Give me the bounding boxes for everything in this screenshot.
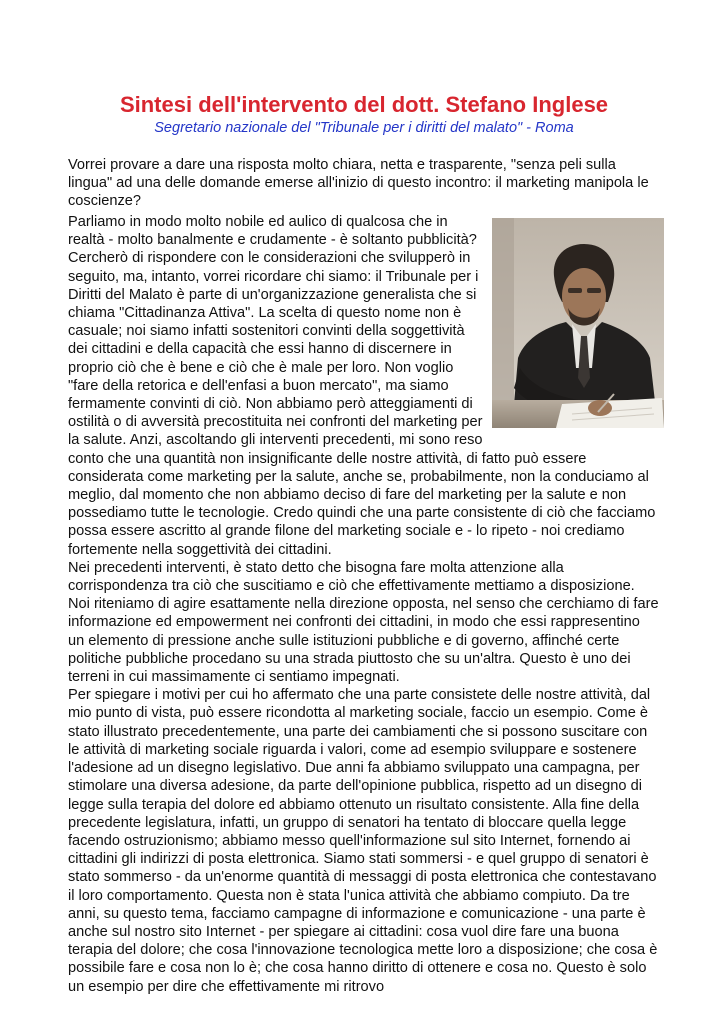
article-body [68,213,660,996]
body-paragraph-4: Per spiegare i motivi per cui ho affermato che una parte consistete delle nostre attività, dal mio punto di vista, può essere ricondotta al marketing sociale, faccio un esempio. Come è stato illustrato precedentemente, una parte dei cambiamenti che si possono suscitare con le attività di marketing sociale riguarda i valori, come ad esempio sviluppare e sostenere l'adesione ad un disegno legislativo. Due anni fa abbiamo sviluppato una campagna, per stimolare una diversa adesione, da parte dell'opinione pubblica, rispetto ad un disegno di legge sulla terapia del dolore ed abbiamo ottenuto un risultato consistente. Alla fine della precedente legislatura, infatti, un gruppo di senatori ha tentato di bloccare quella legge facendo ostruzionismo; abbiamo messo quell'informazione sul sito Internet, fornendo ai cittadini gli indirizzi di posta elettronica. Siamo stati sommersi - e quel gruppo di senatori è stato sommerso - da un'enorme quantità di messaggi di posta elettronica che contestavano il loro comportamento. Questa non è stata l'unica attività che abbiamo compiuto. Da tre anni, su questo tema, facciamo campagne di informazione e comunicazione - una parte è anche sul nostro sito Internet - per spiegare ai cittadini: cosa vuol dire fare una buona terapia del dolore; che cosa l'innovazione tecnologica mette loro a disposizione; che cosa è possibile fare e cosa non lo è; che cosa hanno diritto di ottenere e cosa no. Questo è solo un esempio per dire che effettivamente mi ritrovo [68,687,658,995]
page-title: Sintesi dell'intervento del dott. Stefano Inglese [119,92,609,117]
speaker-photo [492,218,664,428]
body-paragraph-2: Cercherò di rispondere con le considerazioni che svilupperò in seguito, ma, intanto, vorrei ricordare chi siamo: il Tribunale per i Diritti del Malato è parte di un'organizzazione generalista che si chiama "Cittadinanza Attiva". La scelta di questo nome non è casuale; noi siamo infatti sostenitori convinti della soggettività dei cittadini e della capacità che essi hanno di discernere in proprio ciò che è bene e ciò che è male per loro. Non voglio "fare della retorica e dell'enfasi a buon mercato", ma siamo fermamente convinti di ciò. Non abbiamo però atteggiamenti di ostilità o di avversità precostituita nei confronti del marketing per la salute. Anzi, ascoltando gli interventi precedenti, mi sono reso conto che una quantità non insignificante delle nostre attività, di fatto può essere considerata come marketing per la salute, anche se, probabilmente, non la conduciamo al meglio, dal momento che non abbiamo deciso di fare del marketing per la salute e non possediamo tutte le tecnologie. Credo quindi che una parte consistente di ciò che facciamo possa essere ascritto al grande filone del marketing sociale e - lo ripeto - noi crediamo fortemente nella soggettività dei cittadini. [68,250,656,558]
page-subtitle: Segretario nazionale del "Tribunale per i diritti del malato" - Roma [154,120,574,136]
body-paragraph-1: Parliamo in modo molto nobile ed aulico di qualcosa che in realtà - molto banalmente e crudamente - è soltanto pubblicità? [68,214,477,249]
body-paragraph-3: Nei precedenti interventi, è stato detto che bisogna fare molta attenzione alla corrispondenza tra ciò che suscitiamo e ciò che effettivamente mettiamo a disposizione. Noi riteniamo di agire esattamente nella direzione opposta, nel senso che cerchiamo di fare informazione ed empowerment nei confronti dei cittadini, in modo che essi rappresentino un elemento di pressione anche sulle istituzioni pubbliche e di governo, affinché certe politiche pubbliche procedano su una strada piuttosto che su un'altra. Questo è uno dei terreni in cui massimamente ci sentiamo impegnati. [68,559,659,686]
intro-paragraph: Vorrei provare a dare una risposta molto chiara, netta e trasparente, "senza peli sulla lingua" ad una delle domande emerse all'inizio di questo incontro: il marketing manipola le coscienze? [68,157,649,210]
